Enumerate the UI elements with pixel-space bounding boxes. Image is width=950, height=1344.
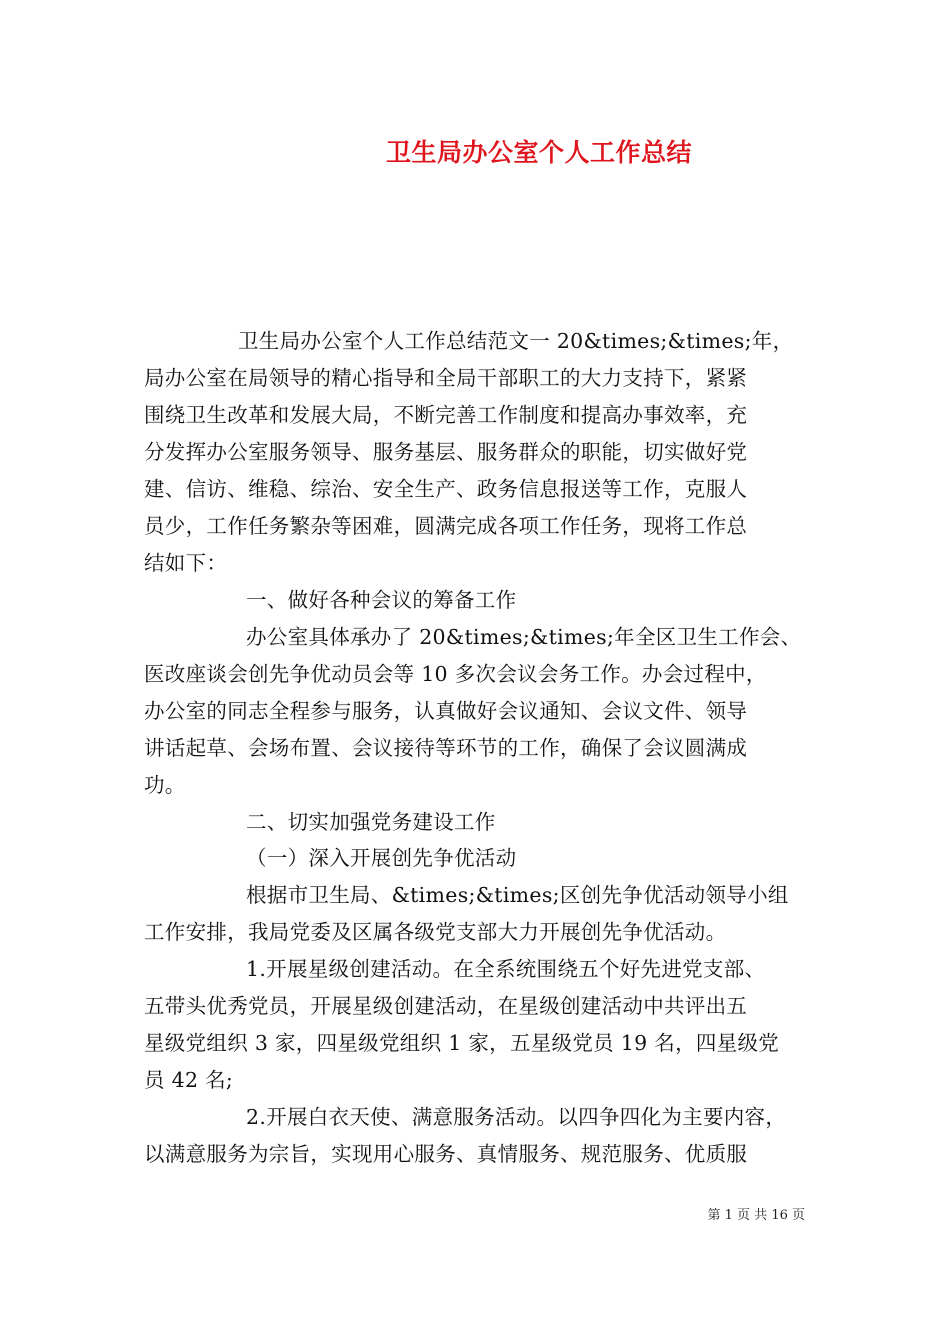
paragraph-line: 分发挥办公室服务领导、服务基层、服务群众的职能，切实做好党 [144,440,748,464]
paragraph-line: 建、信访、维稳、综治、安全生产、政务信息报送等工作，克服人 [144,477,748,501]
paragraph-line: 2.开展白衣天使、满意服务活动。以四争四化为主要内容， [246,1105,787,1129]
paragraph-line: 围绕卫生改革和发展大局，不断完善工作制度和提高办事效率，充 [144,403,748,427]
paragraph-line: 办公室具体承办了 20&times;&times;年全区卫生工作会、 [246,625,802,649]
paragraph-line: 办公室的同志全程参与服务，认真做好会议通知、会议文件、领导 [144,699,748,723]
paragraph-line: 星级党组织 3 家，四星级党组织 1 家，五星级党员 19 名，四星级党 [144,1031,780,1055]
paragraph-line: 结如下： [144,551,228,575]
section-heading: 二、切实加强党务建设工作 [246,810,496,834]
paragraph-line: 员 42 名; [144,1068,234,1092]
subsection-heading: （一）深入开展创先争优活动 [246,846,517,870]
paragraph-line: 讲话起草、会场布置、会议接待等环节的工作，确保了会议圆满成 [144,736,748,760]
paragraph-line: 医改座谈会创先争优动员会等 10 多次会议会务工作。办会过程中， [144,662,767,686]
paragraph-line: 局办公室在局领导的精心指导和全局干部职工的大力支持下，紧紧 [144,366,748,390]
paragraph-line: 以满意服务为宗旨，实现用心服务、真情服务、规范服务、优质服 [144,1142,748,1166]
paragraph-line: 员少，工作任务繁杂等困难，圆满完成各项工作任务，现将工作总 [144,514,748,538]
paragraph-line: 五带头优秀党员，开展星级创建活动，在星级创建活动中共评出五 [144,994,748,1018]
paragraph-line: 根据市卫生局、&times;&times;区创先争优活动领导小组 [246,883,789,907]
paragraph-line: 卫生局办公室个人工作总结范文一 20&times;&times;年， [238,329,794,353]
paragraph-line: 1.开展星级创建活动。在全系统围绕五个好先进党支部、 [246,957,766,981]
paragraph-line: 功。 [144,773,186,797]
section-heading: 一、做好各种会议的筹备工作 [246,588,517,612]
document-title: 卫生局办公室个人工作总结 [385,138,692,167]
page-number: 第 1 页 共 16 页 [707,1208,805,1223]
paragraph-line: 工作安排，我局党委及区属各级党支部大力开展创先争优活动。 [144,920,727,944]
